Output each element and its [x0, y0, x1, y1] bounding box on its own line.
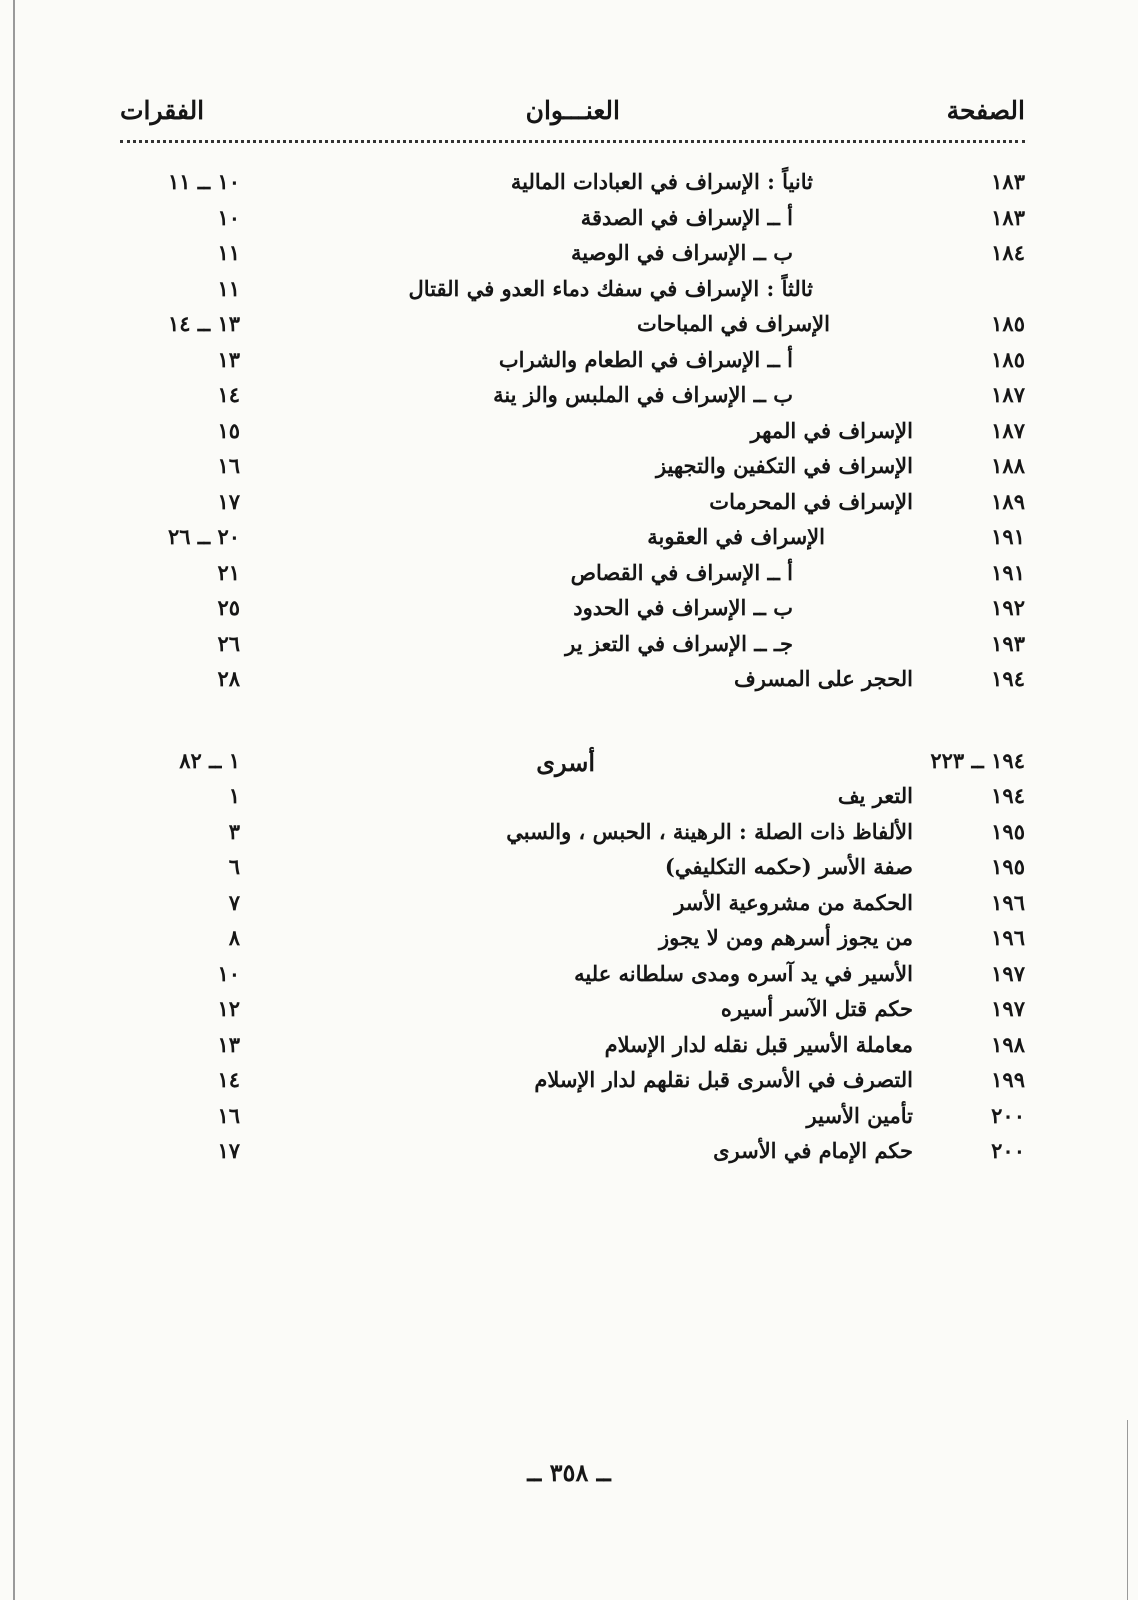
table-row: [120, 489, 1025, 525]
entry-page: ١٨٣: [991, 204, 1025, 230]
entry-title: أ ــ الإسراف في القصاص: [570, 559, 793, 585]
table-row: [120, 819, 1025, 855]
entry-title: الألفاظ ذات الصلة : الرهينة ، الحبس ، والسبي: [506, 818, 913, 844]
table-row: [120, 205, 1025, 241]
entry-title: حكم الإمام في الأسرى: [713, 1138, 913, 1163]
entry-page: ١٩٨: [991, 1031, 1025, 1057]
entry-paragraphs: ٣: [228, 818, 240, 844]
table-row: [120, 276, 1025, 312]
entry-title: صفة الأسر (حكمه التكليفي): [664, 854, 913, 879]
table-row: [120, 347, 1025, 383]
entry-page: ١٩٧: [991, 996, 1025, 1021]
entry-paragraphs: ١٣ ــ ١٤: [167, 311, 240, 336]
entry-page: ١٨٨: [991, 453, 1025, 478]
entry-paragraphs: ١٦: [217, 1102, 240, 1128]
entry-page: ١٩٤: [991, 666, 1025, 691]
entry-page: ٢٠٠: [991, 1102, 1025, 1128]
entry-paragraphs: ١: [228, 783, 240, 808]
table-row: [120, 311, 1025, 347]
entry-page: ١٨٥: [991, 311, 1025, 336]
entry-title: من يجوز أسرهم ومن لا يجوز: [659, 925, 913, 950]
entry-paragraphs: ١١: [217, 275, 240, 301]
table-row: [120, 382, 1025, 418]
entry-title: الإسراف في المهر: [750, 417, 913, 443]
entry-paragraphs: ١١: [217, 240, 240, 265]
entry-paragraphs: ٧: [228, 889, 240, 915]
entry-title: جـ ــ الإسراف في التعز ير: [565, 630, 793, 656]
section-gap: [120, 702, 1025, 748]
table-row: [120, 1103, 1025, 1139]
header-title: العنـــوان: [525, 96, 620, 125]
entries-group-israf: [120, 169, 1025, 702]
section-page: ١٩٤ ــ ٢٢٣: [930, 747, 1025, 773]
entry-title: ب ــ الإسراف في الملبس والز ينة: [493, 382, 793, 407]
entries-group-asra: [120, 783, 1025, 1174]
entry-page: ١٩٧: [991, 960, 1025, 986]
table-row: [120, 240, 1025, 276]
entry-page: ١٩١: [991, 524, 1025, 549]
table-row: [120, 666, 1025, 702]
entry-page: ١٩٦: [991, 889, 1025, 915]
table-row: [120, 1067, 1025, 1103]
entry-title: الحكمة من مشروعية الأسر: [674, 889, 913, 915]
table-row: [120, 418, 1025, 454]
table-row: [120, 453, 1025, 489]
table-row: [120, 169, 1025, 205]
entry-title: الإسراف في المحرمات: [709, 488, 913, 514]
entry-paragraphs: ١٣: [217, 346, 240, 372]
entry-paragraphs: ١٠ ــ ١١: [167, 169, 240, 194]
dotted-divider: [120, 140, 1025, 143]
table-row: [120, 595, 1025, 631]
entry-page: ٢٠٠: [991, 1138, 1025, 1163]
table-row: [120, 961, 1025, 997]
entry-paragraphs: ١٠: [217, 204, 240, 230]
table-row: [120, 854, 1025, 890]
section-heading-row: [120, 748, 1025, 784]
entry-page: ١٩٤: [991, 783, 1025, 808]
table-row: [120, 524, 1025, 560]
column-header: [120, 96, 1025, 136]
entry-paragraphs: ١٢: [217, 996, 240, 1021]
table-row: [120, 560, 1025, 596]
header-paragraphs: الفقرات: [120, 96, 205, 125]
page-number: ــ ٣٥٨ ــ: [527, 1458, 611, 1487]
entry-title: الحجر على المسرف: [733, 666, 913, 691]
entry-paragraphs: ١٧: [217, 1138, 240, 1163]
entry-page: ١٨٩: [991, 488, 1025, 514]
entry-title: الإسراف في المباحات: [636, 311, 830, 336]
table-row: [120, 925, 1025, 961]
entry-paragraphs: ٢٥: [217, 595, 240, 620]
entry-page: ١٨٣: [991, 169, 1025, 194]
entry-title: معاملة الأسير قبل نقله لدار الإسلام: [604, 1031, 913, 1057]
entry-page: ١٨٤: [991, 240, 1025, 265]
entry-paragraphs: ١٤: [217, 382, 240, 407]
entry-page: ١٩٩: [991, 1067, 1025, 1092]
entry-page: ١٨٧: [991, 382, 1025, 407]
section-title: أسرى: [536, 747, 595, 777]
table-row: [120, 1138, 1025, 1174]
entry-title: أ ــ الإسراف في الصدقة: [580, 204, 793, 230]
entry-title: ب ــ الإسراف في الوصية: [571, 240, 793, 265]
entry-title: تأمين الأسير: [806, 1102, 913, 1128]
entry-title: التعر يف: [837, 783, 913, 808]
table-row: [120, 996, 1025, 1032]
entry-page: ١٩٢: [991, 595, 1025, 620]
entry-paragraphs: ١٦: [217, 453, 240, 478]
table-row: [120, 890, 1025, 926]
scan-edge-right: [1127, 1420, 1128, 1600]
entry-paragraphs: ١٥: [217, 417, 240, 443]
entry-title: أ ــ الإسراف في الطعام والشراب: [498, 346, 793, 372]
entry-paragraphs: ١٠: [217, 960, 240, 986]
entry-page: ١٩٥: [991, 854, 1025, 879]
entry-title: ثالثاً : الإسراف في سفك دماء العدو في القتال: [408, 275, 813, 301]
section-paragraphs: ١ ــ ٨٢: [179, 747, 240, 773]
entry-paragraphs: ١٣: [217, 1031, 240, 1057]
entry-title: الأسير في يد آسره ومدى سلطانه عليه: [574, 960, 913, 986]
entry-page: ١٩٥: [991, 818, 1025, 844]
entry-title: ب ــ الإسراف في الحدود: [573, 595, 793, 620]
index-page: [120, 96, 1025, 1174]
entry-page: ١٩٦: [991, 925, 1025, 950]
header-page: الصفحة: [946, 96, 1025, 125]
entry-title: ثانياً : الإسراف في العبادات المالية: [510, 169, 813, 194]
entry-page: ١٩١: [991, 559, 1025, 585]
entry-paragraphs: ٢٦: [217, 630, 240, 656]
entry-title: حكم قتل الآسر أسيره: [720, 996, 913, 1021]
entry-page: ١٨٧: [991, 417, 1025, 443]
scan-edge-left: [13, 0, 15, 1600]
table-row: [120, 783, 1025, 819]
entry-paragraphs: ١٤: [217, 1067, 240, 1092]
entry-title: التصرف في الأسرى قبل نقلهم لدار الإسلام: [534, 1067, 913, 1092]
entry-paragraphs: ١٧: [217, 488, 240, 514]
entry-page: ١٨٥: [991, 346, 1025, 372]
entry-paragraphs: ٨: [228, 925, 240, 950]
entry-paragraphs: ٦: [228, 854, 240, 879]
entry-paragraphs: ٢١: [217, 559, 240, 585]
entry-title: الإسراف في العقوبة: [647, 524, 825, 549]
table-row: [120, 631, 1025, 667]
table-row: [120, 1032, 1025, 1068]
entry-title: الإسراف في التكفين والتجهيز: [655, 453, 913, 478]
entry-paragraphs: ٢٨: [217, 666, 240, 691]
entry-page: ١٩٣: [991, 630, 1025, 656]
entry-paragraphs: ٢٠ ــ ٢٦: [167, 524, 240, 549]
